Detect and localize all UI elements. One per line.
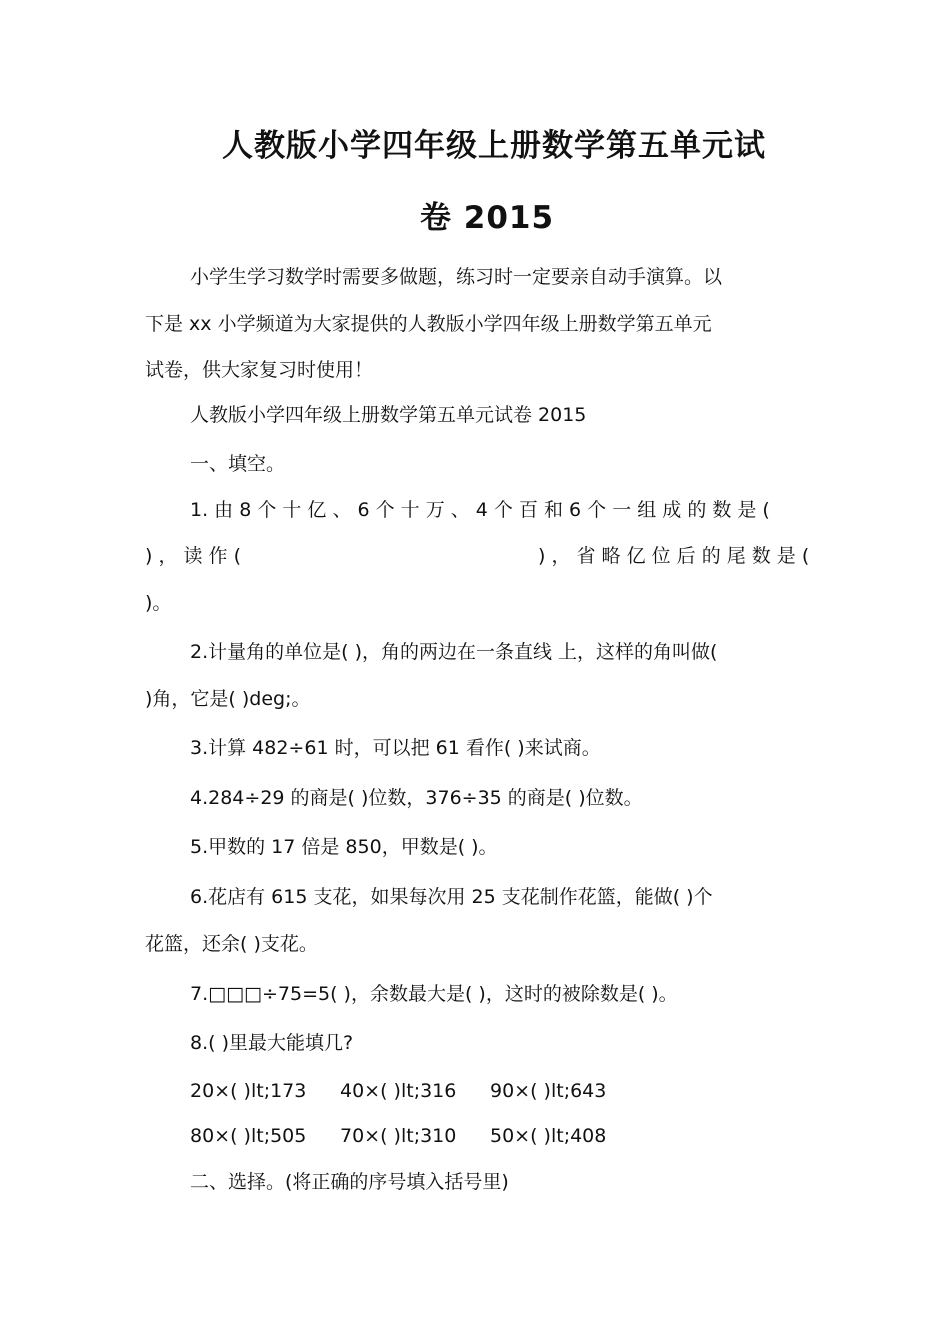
intro-line-1: 小学生学习数学时需要多做题，练习时一定要亲自动手演算。以 bbox=[190, 266, 723, 288]
document-title-line-1: 人教版小学四年级上册数学第五单元试 bbox=[222, 128, 766, 164]
section-1-heading: 一、填空。 bbox=[190, 453, 286, 475]
question-7: 7.□□□÷75=5( )，余数最大是( )，这时的被除数是( )。 bbox=[190, 983, 678, 1005]
question-8-item: 80×( )lt;505 bbox=[190, 1125, 307, 1147]
question-8-heading: 8.( )里最大能填几? bbox=[190, 1032, 354, 1054]
question-8-item: 40×( )lt;316 bbox=[340, 1080, 457, 1102]
subtitle: 人教版小学四年级上册数学第五单元试卷 2015 bbox=[190, 404, 587, 426]
question-5: 5.甲数的 17 倍是 850，甲数是( )。 bbox=[190, 836, 498, 858]
section-2-heading: 二、选择。(将正确的序号填入括号里) bbox=[190, 1171, 509, 1193]
question-1-line-2a: ) ， 读 作 ( bbox=[145, 545, 241, 567]
intro-line-3: 试卷，供大家复习时使用！ bbox=[145, 359, 374, 381]
question-1-line-1: 1. 由 8 个 十 亿 、 6 个 十 万 、 4 个 百 和 6 个 一 组 成 的 数 是 ( bbox=[190, 499, 770, 521]
question-8-item: 20×( )lt;173 bbox=[190, 1080, 307, 1102]
document-title-line-2: 卷 2015 bbox=[420, 200, 555, 236]
question-2-line-2: )角，它是( )deg;。 bbox=[145, 688, 311, 710]
question-6-line-1: 6.花店有 615 支花，如果每次用 25 支花制作花篮，能做( )个 bbox=[190, 886, 713, 908]
question-1-line-3: )。 bbox=[145, 592, 172, 614]
question-2-line-1: 2.计量角的单位是( )，角的两边在一条直线 上，这样的角叫做( bbox=[190, 641, 718, 663]
question-8-item: 50×( )lt;408 bbox=[490, 1125, 607, 1147]
question-4: 4.284÷29 的商是( )位数，376÷35 的商是( )位数。 bbox=[190, 787, 643, 809]
question-8-item: 70×( )lt;310 bbox=[340, 1125, 457, 1147]
intro-line-2: 下是 xx 小学频道为大家提供的人教版小学四年级上册数学第五单元 bbox=[145, 313, 712, 335]
question-6-line-2: 花篮，还余( )支花。 bbox=[145, 933, 318, 955]
question-8-item: 90×( )lt;643 bbox=[490, 1080, 607, 1102]
question-3: 3.计算 482÷61 时，可以把 61 看作( )来试商。 bbox=[190, 737, 601, 759]
question-1-line-2b: ) ， 省 略 亿 位 后 的 尾 数 是 ( bbox=[538, 545, 810, 567]
